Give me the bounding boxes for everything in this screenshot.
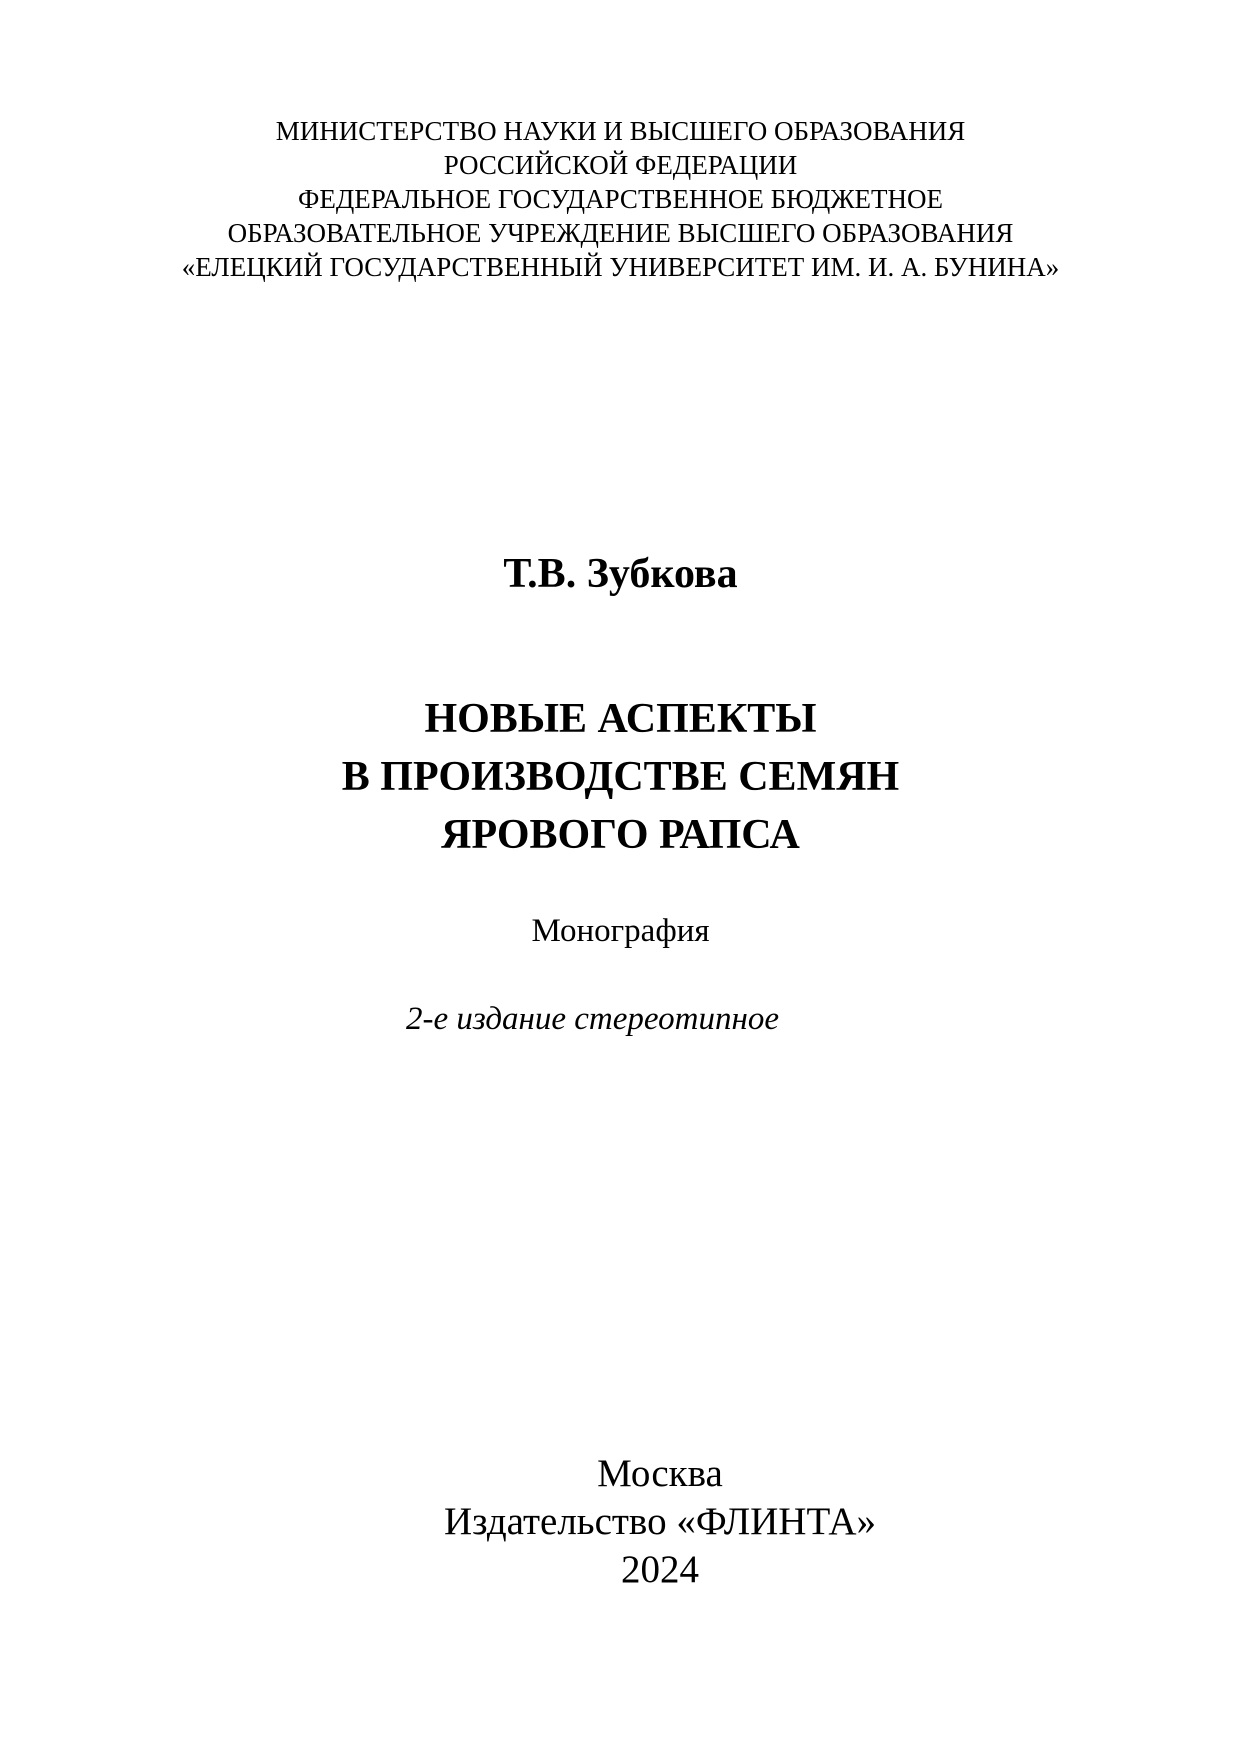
title-line: ЯРОВОГО РАПСА <box>441 812 800 858</box>
institution-line: ОБРАЗОВАТЕЛЬНОЕ УЧРЕЖДЕНИЕ ВЫСШЕГО ОБРАЗОВАНИЯ <box>227 218 1014 248</box>
title-line: НОВЫЕ АСПЕКТЫ <box>424 696 817 742</box>
institution-header <box>0 114 1241 284</box>
institution-line: «ЕЛЕЦКИЙ ГОСУДАРСТВЕННЫЙ УНИВЕРСИТЕТ ИМ. И. А. БУНИНА» <box>181 252 1060 282</box>
imprint <box>420 1450 900 1594</box>
imprint-publisher: Издательство «ФЛИНТА» <box>443 1500 877 1543</box>
institution-line: РОССИЙСКОЙ ФЕДЕРАЦИИ <box>443 150 798 180</box>
institution-line: ФЕДЕРАЛЬНОЕ ГОСУДАРСТВЕННОЕ БЮДЖЕТНОЕ <box>298 184 943 214</box>
imprint-city: Москва <box>597 1452 723 1495</box>
author-name: Т.В. Зубкова <box>503 551 738 597</box>
book-title <box>0 690 1241 864</box>
title-line: В ПРОИЗВОДСТВЕ СЕМЯН <box>341 754 900 800</box>
edition-note: 2-е издание стереотипное <box>406 1001 779 1037</box>
genre-label: Монография <box>531 913 710 949</box>
imprint-year: 2024 <box>621 1548 699 1591</box>
institution-line: МИНИСТЕРСТВО НАУКИ И ВЫСШЕГО ОБРАЗОВАНИЯ <box>275 116 966 146</box>
